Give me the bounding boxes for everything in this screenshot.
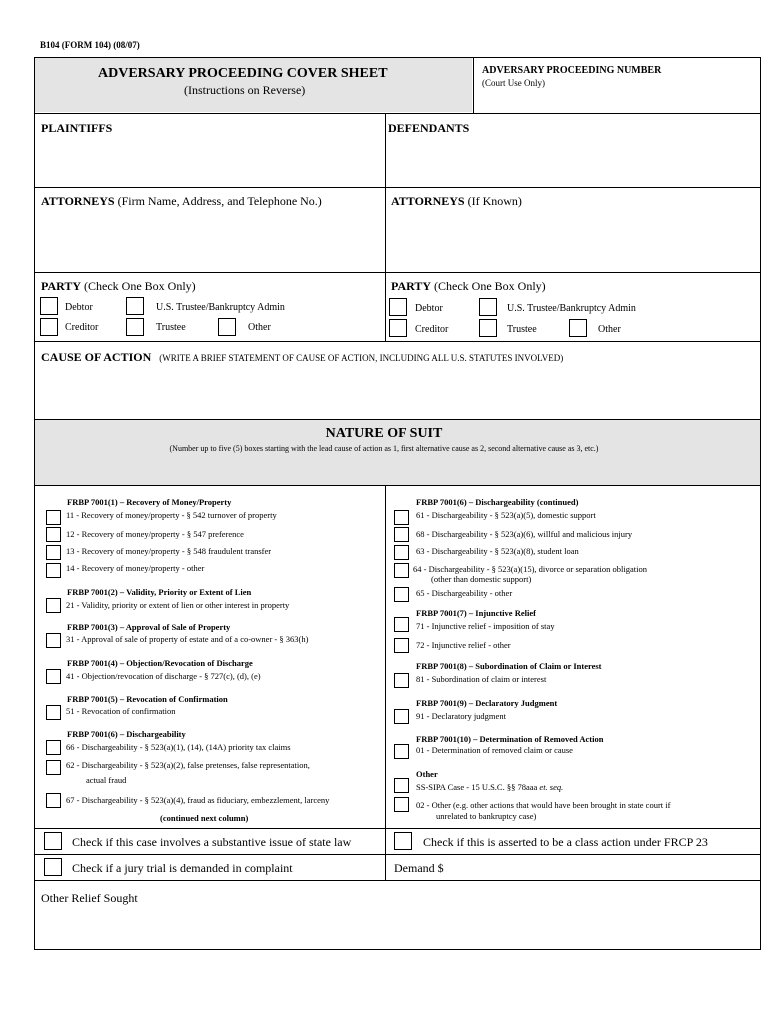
defendant-other-checkbox[interactable] [569, 319, 587, 337]
item-72-label: 72 - Injunctive relief - other [416, 640, 511, 650]
checkbox-01[interactable] [394, 744, 409, 759]
item-64-label: 64 - Dischargeability - § 523(a)(15), divorce or separation obligation [413, 564, 647, 574]
defendants-label: DEFENDANTS [388, 121, 470, 135]
plaintiff-us-trustee-checkbox[interactable] [126, 297, 144, 315]
defendant-creditor-label: Creditor [415, 324, 449, 335]
checkbox-41[interactable] [46, 669, 61, 684]
other-relief-label: Other Relief Sought [41, 891, 138, 905]
item-62-label-cont: actual fraud [86, 775, 127, 785]
defendant-debtor-label: Debtor [415, 303, 443, 314]
checkbox-64[interactable] [394, 563, 409, 578]
plaintiff-creditor-label: Creditor [65, 322, 99, 333]
checkbox-72[interactable] [394, 638, 409, 653]
item-81-label: 81 - Subordination of claim or interest [416, 674, 547, 684]
item-91-label: 91 - Declaratory judgment [416, 711, 506, 721]
checkbox-66[interactable] [46, 740, 61, 755]
checkbox-67[interactable] [46, 793, 61, 808]
checkbox-31[interactable] [46, 633, 61, 648]
frbp-7001-3-heading: FRBP 7001(3) – Approval of Sale of Property [67, 622, 231, 632]
frbp-7001-6-heading: FRBP 7001(6) – Dischargeability [67, 729, 186, 739]
defendants-field[interactable] [390, 138, 755, 183]
checkbox-14[interactable] [46, 563, 61, 578]
defendant-other-label: Other [598, 324, 621, 335]
nature-of-suit-instructions: (Number up to five (5) boxes starting with the lead cause of action as 1, first alternative cause as 2, second alternative cause as 3, etc.) [169, 444, 599, 453]
frbp-7001-10-heading: FRBP 7001(10) – Determination of Removed Action [416, 734, 604, 744]
plaintiff-other-label: Other [248, 322, 271, 333]
proceeding-number-note: (Court Use Only) [482, 78, 545, 88]
item-41-label: 41 - Objection/revocation of discharge - § 727(c), (d), (e) [66, 671, 261, 681]
form-title: ADVERSARY PROCEEDING COVER SHEET [98, 66, 388, 81]
form-subtitle: (Instructions on Reverse) [184, 83, 306, 97]
plaintiff-us-trustee-label: U.S. Trustee/Bankruptcy Admin [156, 302, 285, 313]
item-01-label: 01 - Determination of removed claim or cause [416, 745, 573, 755]
plaintiff-debtor-checkbox[interactable] [40, 297, 58, 315]
checkbox-02[interactable] [394, 797, 409, 812]
frbp-7001-9-heading: FRBP 7001(9) – Declaratory Judgment [416, 698, 558, 708]
defendant-attorneys-heading: ATTORNEYS (If Known) [391, 194, 522, 208]
plaintiff-attorneys-field[interactable] [41, 212, 379, 267]
cause-of-action-field[interactable] [41, 366, 755, 416]
item-64-label-cont: (other than domestic support) [431, 574, 532, 584]
item-61-label: 61 - Dischargeability - § 523(a)(5), domestic support [416, 510, 596, 520]
other-heading: Other [416, 769, 438, 779]
cause-of-action-heading: CAUSE OF ACTION (WRITE A BRIEF STATEMENT OF CAUSE OF ACTION, INCLUDING ALL U.S. STATUTES INVOLVED) [41, 350, 564, 364]
header-divider [473, 58, 474, 113]
item-66-label: 66 - Dischargeability - § 523(a)(1), (14), (14A) priority tax claims [66, 742, 291, 752]
frbp-7001-6-continued-heading: FRBP 7001(6) – Dischargeability (continued) [416, 497, 579, 507]
frbp-7001-2-heading: FRBP 7001(2) – Validity, Priority or Extent of Lien [67, 587, 252, 597]
state-law-label: Check if this case involves a substantive issue of state law [72, 835, 352, 849]
proceeding-number-label: ADVERSARY PROCEEDING NUMBER [482, 65, 662, 76]
proceeding-number-field[interactable] [482, 92, 752, 110]
frbp-7001-4-heading: FRBP 7001(4) – Objection/Revocation of Discharge [67, 658, 253, 668]
nature-of-suit-title: NATURE OF SUIT [325, 426, 443, 441]
plaintiffs-label: PLAINTIFFS [41, 121, 113, 135]
item-67-label: 67 - Dischargeability - § 523(a)(4), fraud as fiduciary, embezzlement, larceny [66, 795, 330, 805]
plaintiff-party-heading: PARTY (Check One Box Only) [41, 279, 196, 293]
plaintiff-creditor-checkbox[interactable] [40, 318, 58, 336]
item-51-label: 51 - Revocation of confirmation [66, 706, 176, 716]
defendant-creditor-checkbox[interactable] [389, 319, 407, 337]
demand-label: Demand $ [394, 861, 444, 875]
form-id: B104 (FORM 104) (08/07) [40, 40, 140, 50]
ss-sipa-label: SS-SIPA Case - 15 U.S.C. §§ 78aaa et. seq. [416, 782, 564, 792]
demand-input[interactable] [450, 858, 750, 876]
checkbox-62[interactable] [46, 760, 61, 775]
checkbox-61[interactable] [394, 510, 409, 525]
item-13-label: 13 - Recovery of money/property - § 548 fraudulent transfer [66, 546, 272, 556]
plaintiffs-field[interactable] [41, 138, 379, 183]
plaintiff-other-checkbox[interactable] [218, 318, 236, 336]
item-62-label: 62 - Dischargeability - § 523(a)(2), false pretenses, false representation, [66, 760, 310, 770]
plaintiff-debtor-label: Debtor [65, 302, 93, 313]
checkbox-ss-sipa[interactable] [394, 778, 409, 793]
class-action-label: Check if this is asserted to be a class action under FRCP 23 [423, 835, 708, 849]
jury-trial-checkbox[interactable] [44, 858, 62, 876]
item-02-label-cont: unrelated to bankruptcy case) [436, 811, 537, 821]
jury-trial-label: Check if a jury trial is demanded in complaint [72, 861, 293, 875]
checkbox-91[interactable] [394, 709, 409, 724]
plaintiff-trustee-checkbox[interactable] [126, 318, 144, 336]
plaintiff-attorneys-heading: ATTORNEYS (Firm Name, Address, and Telephone No.) [41, 194, 322, 208]
state-law-checkbox[interactable] [44, 832, 62, 850]
frbp-7001-5-heading: FRBP 7001(5) – Revocation of Confirmation [67, 694, 228, 704]
checkbox-21[interactable] [46, 598, 61, 613]
frbp-7001-1-heading: FRBP 7001(1) – Recovery of Money/Property [67, 497, 232, 507]
item-71-label: 71 - Injunctive relief - imposition of stay [416, 621, 555, 631]
item-11-label: 11 - Recovery of money/property - § 542 turnover of property [66, 510, 277, 520]
defendant-us-trustee-label: U.S. Trustee/Bankruptcy Admin [507, 303, 636, 314]
defendant-us-trustee-checkbox[interactable] [479, 298, 497, 316]
item-68-label: 68 - Dischargeability - § 523(a)(6), willful and malicious injury [416, 529, 633, 539]
frbp-7001-8-heading: FRBP 7001(8) – Subordination of Claim or Interest [416, 661, 602, 671]
checkbox-81[interactable] [394, 673, 409, 688]
continued-note: (continued next column) [160, 813, 249, 823]
checkbox-63[interactable] [394, 545, 409, 560]
item-63-label: 63 - Dischargeability - § 523(a)(8), student loan [416, 546, 579, 556]
other-relief-field[interactable] [41, 906, 755, 944]
item-21-label: 21 - Validity, priority or extent of lien or other interest in property [66, 600, 290, 610]
defendant-party-heading: PARTY (Check One Box Only) [391, 279, 546, 293]
checkbox-51[interactable] [46, 705, 61, 720]
checkbox-13[interactable] [46, 545, 61, 560]
item-31-label: 31 - Approval of sale of property of estate and of a co-owner - § 363(h) [66, 634, 309, 644]
item-14-label: 14 - Recovery of money/property - other [66, 563, 205, 573]
defendant-trustee-label: Trustee [507, 324, 537, 335]
item-02-label: 02 - Other (e.g. other actions that would have been brought in state court if [416, 800, 671, 810]
class-action-checkbox[interactable] [394, 832, 412, 850]
item-65-label: 65 - Dischargeability - other [416, 588, 513, 598]
defendant-attorneys-field[interactable] [391, 212, 755, 267]
plaintiff-trustee-label: Trustee [156, 322, 186, 333]
checkbox-11[interactable] [46, 510, 61, 525]
frbp-7001-7-heading: FRBP 7001(7) – Injunctive Relief [416, 608, 536, 618]
item-12-label: 12 - Recovery of money/property - § 547 preference [66, 529, 244, 539]
checkbox-71[interactable] [394, 617, 409, 632]
defendant-debtor-checkbox[interactable] [389, 298, 407, 316]
checkbox-68[interactable] [394, 527, 409, 542]
checkbox-65[interactable] [394, 587, 409, 602]
defendant-trustee-checkbox[interactable] [479, 319, 497, 337]
checkbox-12[interactable] [46, 527, 61, 542]
